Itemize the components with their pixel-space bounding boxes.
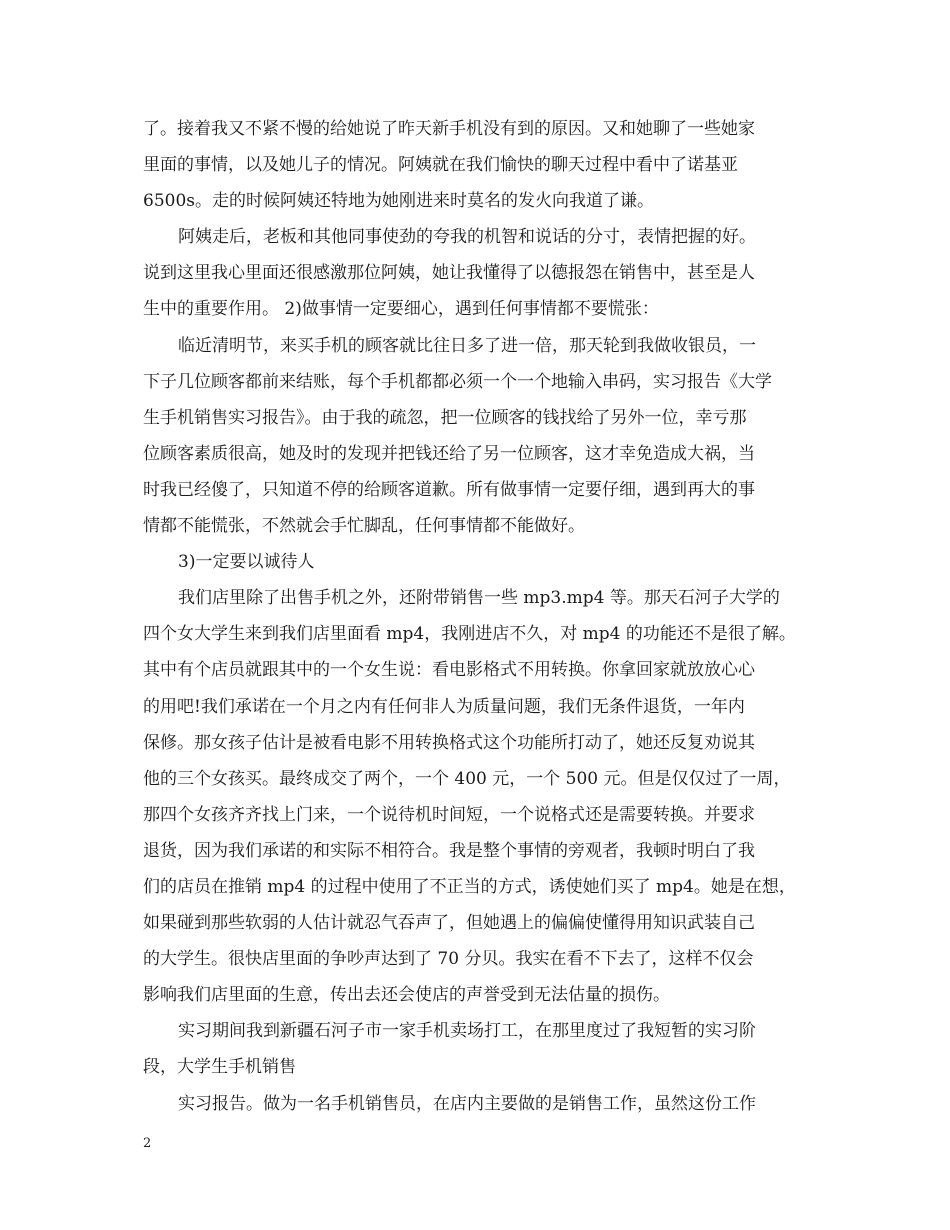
text-line-22: 们的店员在推销 mp4 的过程中使用了不正当的方式，诱使她们买了 mp4。她是在想， [143,876,796,897]
text-line-17: 的用吧!我们承诺在一个月之内有任何非人为质量问题，我们无条件退货，一年内 [143,696,745,717]
text-line-15: 四个女大学生来到我们店里面看 mp4，我刚进店不久，对 mp4 的功能还不是很了解。 [143,624,796,645]
text-line-4: 阿姨走后，老板和其他同事使劲的夸我的机智和说话的分寸，表情把握的好。 [178,227,756,248]
text-line-5: 说到这里我心里面还很感激那位阿姨，她让我懂得了以德报怨在销售中，甚至是人 [143,263,755,284]
text-line-3: 6500s。走的时候阿姨还特地为她刚进来时莫名的发火向我道了谦。 [143,191,654,212]
text-line-10: 位顾客素质很高，她及时的发现并把钱还给了另一位顾客，这才幸免造成大祸，当 [143,443,755,464]
document-body [143,111,815,1122]
text-line-1: 了。接着我又不紧不慢的给她说了昨天新手机没有到的原因。又和她聊了一些她家 [143,119,755,139]
text-line-27: 段，大学生手机销售 [143,1057,296,1078]
text-line-25: 影响我们店里面的生意，传出去还会使店的声誉受到无法估量的损伤。 [143,985,670,1006]
text-line-20: 那四个女孩齐齐找上门来，一个说待机时间短，一个说格式还是需要转换。并要求 [143,804,755,825]
text-line-26: 实习期间我到新疆石河子市一家手机卖场打工，在那里度过了我短暂的实习阶 [178,1021,756,1042]
text-line-11: 时我已经傻了，只知道不停的给顾客道歉。所有做事情一定要仔细，遇到再大的事 [143,479,755,500]
page-number: 2 [143,1136,152,1151]
text-line-16: 其中有个店员就跟其中的一个女生说：看电影格式不用转换。你拿回家就放放心心 [143,660,755,681]
text-line-19: 他的三个女孩买。最终成交了两个，一个 400 元，一个 500 元。但是仅仅过了一周， [143,768,791,789]
text-line-14: 我们店里除了出售手机之外，还附带销售一些 mp3.mp4 等。那天石河子大学的 [178,588,780,609]
text-line-13: 3)一定要以诚待人 [178,552,315,573]
text-line-7: 临近清明节，来买手机的顾客就比往日多了进一倍，那天轮到我做收银员，一 [178,335,756,356]
text-line-6: 生中的重要作用。 2)做事情一定要细心，遇到任何事情都不要慌张： [143,299,659,320]
text-line-23: 如果碰到那些软弱的人估计就忍气吞声了，但她遇上的偏偏使懂得用知识武装自己 [143,913,755,934]
text-line-21: 退货，因为我们承诺的和实际不相符合。我是整个事情的旁观者，我顿时明白了我 [143,840,755,861]
text-line-9: 生手机销售实习报告》。由于我的疏忽，把一位顾客的钱找给了另外一位，幸亏那 [143,407,747,428]
text-line-8: 下子几位顾客都前来结账，每个手机都都必须一个一个地输入串码，实习报告《大学 [143,371,772,392]
text-line-2: 里面的事情，以及她儿子的情况。阿姨就在我们愉快的聊天过程中看中了诺基亚 [143,155,738,176]
text-line-24: 的大学生。很快店里面的争吵声达到了 70 分贝。我实在看不下去了，这样不仅会 [143,949,754,970]
text-line-18: 保修。那女孩子估计是被看电影不用转换格式这个功能所打动了，她还反复劝说其 [143,732,755,753]
text-line-28: 实习报告。做为一名手机销售员，在店内主要做的是销售工作，虽然这份工作 [178,1093,756,1114]
text-line-12: 情都不能慌张，不然就会手忙脚乱，任何事情都不能做好。 [143,516,585,537]
